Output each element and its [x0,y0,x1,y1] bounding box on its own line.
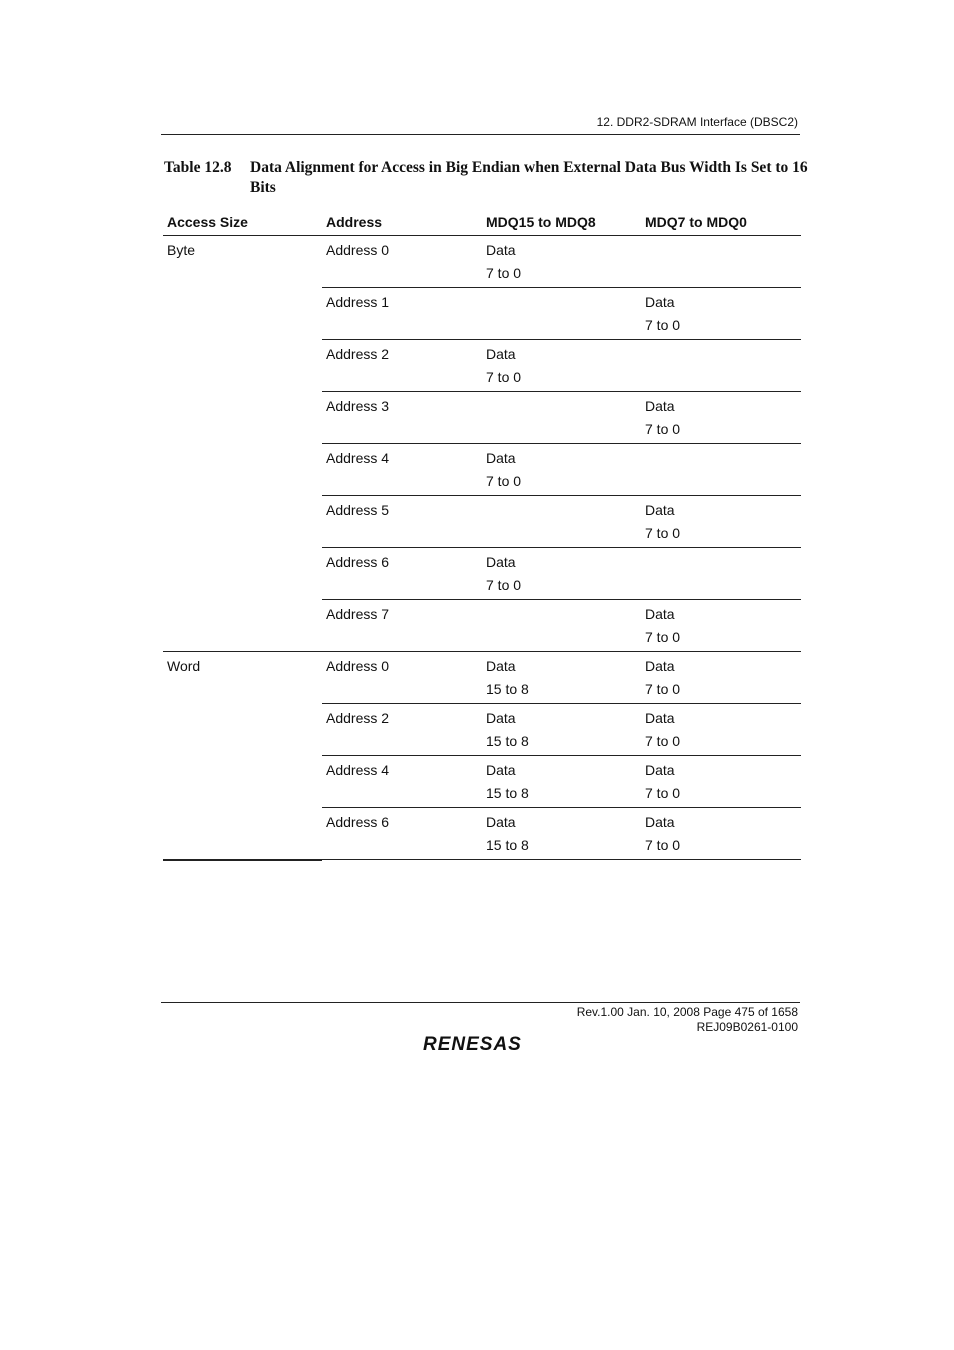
cell-label: Data [486,814,516,830]
address-cell: Address 2 [322,704,482,756]
address-cell: Address 1 [322,288,482,340]
table-row [163,236,801,288]
cell-label: Data [645,398,675,414]
table-row [163,652,801,704]
mdq15-8-cell [482,808,641,860]
bit-range: 7 to 0 [645,680,681,697]
mdq7-0-cell [641,756,801,808]
table-title: Data Alignment for Access in Big Endian when External Data Bus Width Is Set to 16 Bits [250,159,808,196]
bit-range [486,314,641,337]
bit-range: 7 to 0 [645,732,681,749]
mdq15-8-cell [482,652,641,704]
cell-label [645,239,801,262]
mdq7-0-cell [641,496,801,548]
bit-range [645,470,801,493]
cell-label: Data [645,658,675,674]
page-footer [577,1005,798,1035]
address-cell: Address 3 [322,392,482,444]
cell-label: Data [486,710,516,726]
cell-label: Data [645,814,675,830]
cell-label: Data [486,554,516,570]
bit-range [645,574,801,597]
cell-label: Data [486,242,516,258]
cell-label: Data [645,710,675,726]
address-cell: Address 0 [322,236,482,288]
bit-range: 7 to 0 [645,420,681,437]
bit-range: 7 to 0 [645,628,681,645]
address-cell: Address 7 [322,600,482,652]
cell-label: Data [645,606,675,622]
mdq7-0-cell [641,288,801,340]
running-header: 12. DDR2-SDRAM Interface (DBSC2) [596,115,798,129]
column-header: MDQ15 to MDQ8 [482,209,641,236]
column-header: Access Size [163,209,322,236]
access-size-cell: Word [163,652,322,860]
cell-label: Data [486,762,516,778]
bit-range: 7 to 0 [486,368,522,385]
table-number: Table 12.8 [164,159,232,176]
document-id: REJ09B0261-0100 [696,1020,798,1034]
address-cell: Address 5 [322,496,482,548]
bit-range: 15 to 8 [486,732,529,749]
mdq15-8-cell [482,756,641,808]
mdq15-8-cell [482,600,641,652]
bit-range: 15 to 8 [486,784,529,801]
mdq15-8-cell [482,548,641,600]
mdq15-8-cell [482,392,641,444]
bit-range [645,262,801,285]
mdq7-0-cell [641,236,801,288]
address-cell: Address 6 [322,548,482,600]
mdq15-8-cell [482,288,641,340]
bit-range [486,522,641,545]
cell-label [486,395,641,418]
cell-label [486,499,641,522]
address-cell: Address 0 [322,652,482,704]
mdq15-8-cell [482,704,641,756]
cell-label [645,551,801,574]
table-body [163,236,801,860]
mdq7-0-cell [641,652,801,704]
bit-range: 15 to 8 [486,680,529,697]
footer-rule [161,1002,800,1003]
cell-label: Data [486,658,516,674]
cell-label: Data [645,502,675,518]
mdq15-8-cell [482,444,641,496]
cell-label [486,603,641,626]
bit-range: 7 to 0 [645,316,681,333]
bit-range: 7 to 0 [486,264,522,281]
revision-info: Rev.1.00 Jan. 10, 2008 Page 475 of 1658 [576,1005,798,1019]
bit-range [645,366,801,389]
mdq15-8-cell [482,496,641,548]
column-header: Address [322,209,482,236]
mdq15-8-cell [482,236,641,288]
address-cell: Address 2 [322,340,482,392]
bit-range: 7 to 0 [486,472,522,489]
address-cell: Address 4 [322,756,482,808]
column-header: MDQ7 to MDQ0 [641,209,801,236]
mdq7-0-cell [641,340,801,392]
address-cell: Address 4 [322,444,482,496]
bit-range [486,626,641,649]
mdq7-0-cell [641,808,801,860]
header-rule [161,134,800,135]
mdq7-0-cell [641,392,801,444]
bit-range: 7 to 0 [645,836,681,853]
cell-label [645,447,801,470]
mdq7-0-cell [641,704,801,756]
access-size-cell: Byte [163,236,322,652]
bit-range: 7 to 0 [645,524,681,541]
bit-range: 7 to 0 [645,784,681,801]
cell-label: Data [486,450,516,466]
bit-range: 7 to 0 [486,576,522,593]
renesas-logo: RENESAS [423,1034,522,1055]
table-header-row [163,209,801,236]
cell-label: Data [645,762,675,778]
mdq7-0-cell [641,548,801,600]
mdq15-8-cell [482,340,641,392]
mdq7-0-cell [641,444,801,496]
bit-range: 15 to 8 [486,836,529,853]
address-cell: Address 6 [322,808,482,860]
bit-range [486,418,641,441]
cell-label: Data [645,294,675,310]
cell-label: Data [486,346,516,362]
data-alignment-table [163,209,801,861]
cell-label [486,291,641,314]
cell-label [645,343,801,366]
mdq7-0-cell [641,600,801,652]
